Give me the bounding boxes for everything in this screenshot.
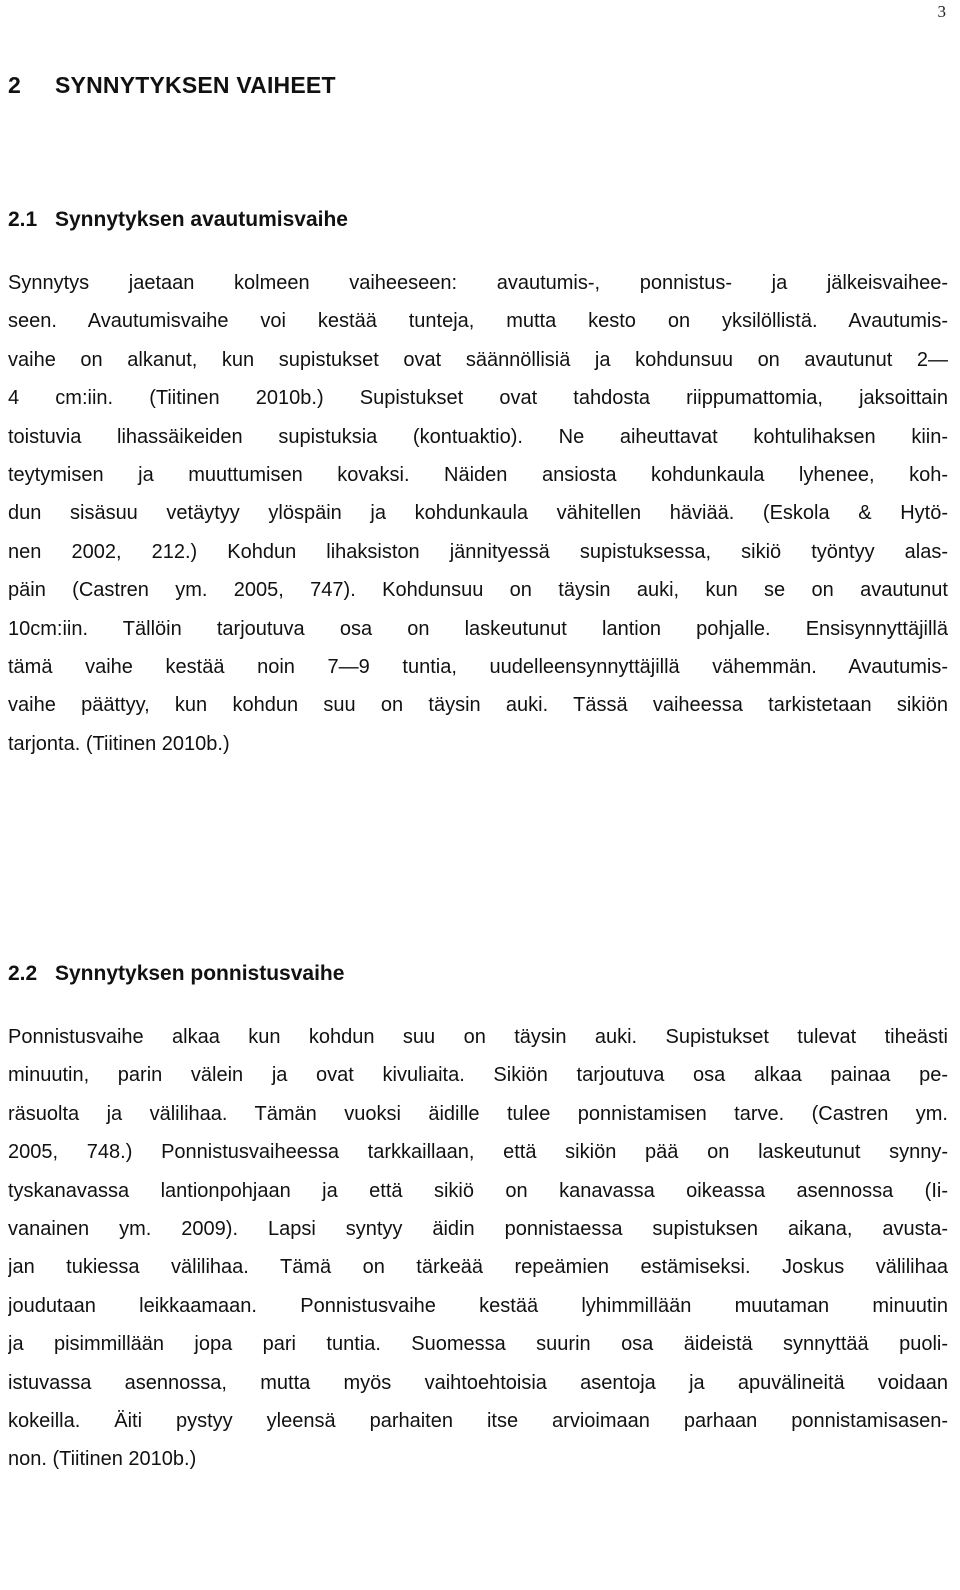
section-paragraph-2-2 (8, 1018, 948, 1479)
paragraph-line: 2005, 748.) Ponnistusvaiheessa tarkkaillaan, että sikiön pää on laskeutunut synny- (8, 1141, 948, 1164)
page-number: 3 (937, 2, 946, 21)
paragraph-line: non. (Tiitinen 2010b.) (8, 1448, 197, 1471)
paragraph-line: joudutaan leikkaamaan. Ponnistusvaihe kestää lyhimmillään muutaman minuutin (8, 1294, 948, 1317)
paragraph-line: tämä vaihe kestää noin 7—9 tuntia, uudelleensynnyttäjillä vähemmän. Avautumis- (8, 656, 948, 679)
paragraph-line: kokeilla. Äiti pystyy yleensä parhaiten itse arvioimaan parhaan ponnistamisasen- (8, 1410, 948, 1433)
paragraph-line: istuvassa asennossa, mutta myös vaihtoehtoisia asentoja ja apuvälineitä voidaan (8, 1371, 948, 1394)
chapter-number: 2 (8, 72, 21, 98)
section-paragraph-2-1 (8, 264, 948, 763)
paragraph-line: päin (Castren ym. 2005, 747). Kohdunsuu on täysin auki, kun se on avautunut (8, 579, 948, 602)
paragraph-line: ja pisimmillään jopa pari tuntia. Suomessa suurin osa äideistä synnyttää puoli- (8, 1333, 948, 1356)
section-title: Synnytyksen ponnistusvaihe (55, 962, 345, 985)
paragraph-line: dun sisäsuu vetäytyy ylöspäin ja kohdunkaula vähitellen häviää. (Eskola & Hytö- (8, 502, 948, 525)
paragraph-line: 4 cm:iin. (Tiitinen 2010b.) Supistukset ovat tahdosta riippumattomia, jaksoittain (8, 387, 948, 410)
paragraph-line: räsuolta ja välilihaa. Tämän vuoksi äidille tulee ponnistamisen tarve. (Castren ym. (8, 1102, 948, 1125)
section-heading-2-2 (8, 962, 344, 986)
paragraph-line: tarjonta. (Tiitinen 2010b.) (8, 732, 230, 755)
paragraph-line: toistuvia lihassäikeiden supistuksia (kontuaktio). Ne aiheuttavat kohtulihaksen kiin- (8, 425, 948, 448)
chapter-heading (8, 72, 336, 99)
paragraph-line: Ponnistusvaihe alkaa kun kohdun suu on täysin auki. Supistukset tulevat tiheästi (8, 1026, 948, 1048)
section-number: 2.1 (8, 208, 38, 231)
section-heading-2-1 (8, 208, 348, 232)
section-title: Synnytyksen avautumisvaihe (55, 208, 348, 231)
chapter-title: SYNNYTYKSEN VAIHEET (55, 72, 336, 98)
paragraph-line: vaihe päättyy, kun kohdun suu on täysin auki. Tässä vaiheessa tarkistetaan sikiön (8, 694, 948, 717)
paragraph-line: minuutin, parin välein ja ovat kivuliaita. Sikiön tarjoutuva osa alkaa painaa pe- (8, 1064, 948, 1087)
paragraph-line: tyskanavassa lantionpohjaan ja että sikiö on kanavassa oikeassa asennossa (Ii- (8, 1179, 948, 1202)
paragraph-line: Synnytys jaetaan kolmeen vaiheeseen: avautumis-, ponnistus- ja jälkeisvaihee- (8, 272, 948, 294)
paragraph-line: 10cm:iin. Tällöin tarjoutuva osa on laskeutunut lantion pohjalle. Ensisynnyttäjillä (8, 617, 948, 640)
section-number: 2.2 (8, 962, 38, 985)
paragraph-line: seen. Avautumisvaihe voi kestää tunteja, mutta kesto on yksilöllistä. Avautumis- (8, 310, 948, 333)
paragraph-line: jan tukiessa välilihaa. Tämä on tärkeää repeämien estämiseksi. Joskus välilihaa (8, 1256, 948, 1279)
paragraph-line: teytymisen ja muuttumisen kovaksi. Näiden ansiosta kohdunkaula lyhenee, koh- (8, 464, 948, 487)
paragraph-line: vanainen ym. 2009). Lapsi syntyy äidin ponnistaessa supistuksen aikana, avusta- (8, 1218, 948, 1241)
paragraph-line: nen 2002, 212.) Kohdun lihaksiston jännityessä supistuksessa, sikiö työntyy alas- (8, 540, 948, 563)
paragraph-line: vaihe on alkanut, kun supistukset ovat säännöllisiä ja kohdunsuu on avautunut 2— (8, 348, 948, 371)
